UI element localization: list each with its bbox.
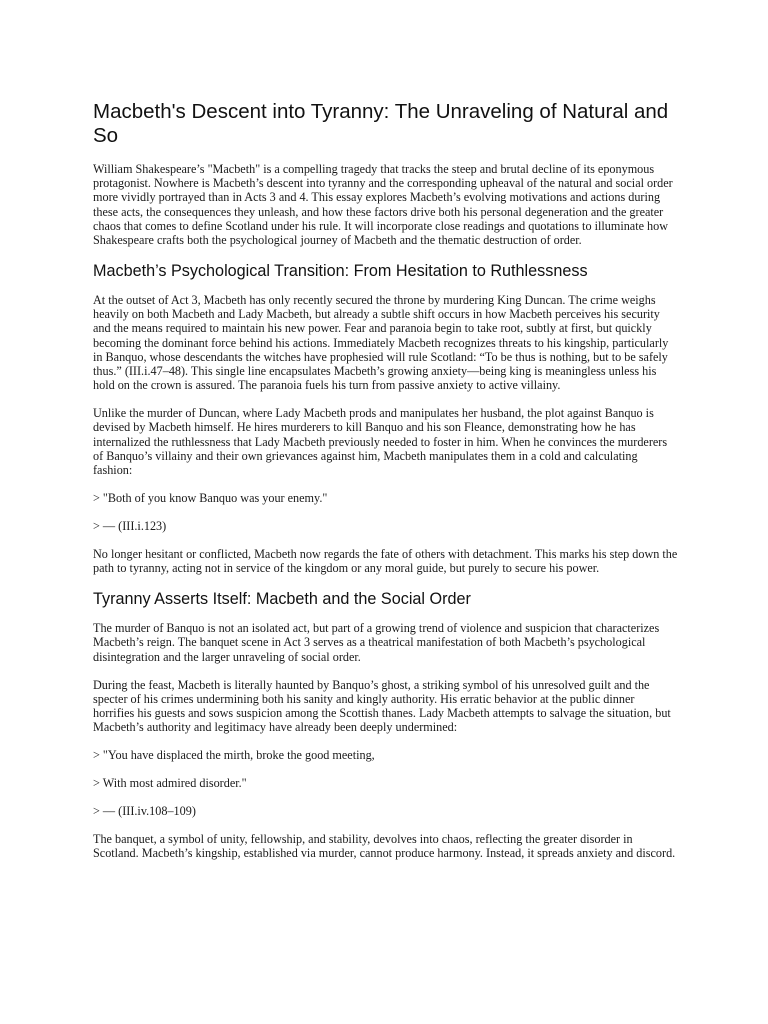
body-paragraph: At the outset of Act 3, Macbeth has only recently secured the throne by murdering King Duncan. The crime weighs heavily on both Macbeth and Lady Macbeth, but already a subtle shift occurs in how Macbeth perceives his security and the means required to maintain his new power. Fear and paranoia begin to take root, subtly at first, but quickly becoming the dominant force behind his actions. Immediately Macbeth recognizes threats to his kingship, particularly in Banquo, whose descendants the witches have prophesied will rule Scotland: “To be thus is nothing, but to be safely thus.” (III.i.47–48). This single line encapsulates Macbeth’s growing anxiety—being king is meaningless unless his hold on the crown is assured. The paranoia fuels his turn from passive anxiety to active villainy. bbox=[93, 293, 669, 393]
document-title: Macbeth's Descent into Tyranny: The Unraveling of Natural and So bbox=[93, 100, 669, 147]
quote-line: > "Both of you know Banquo was your enemy." bbox=[93, 491, 328, 506]
quote-line: > "You have displaced the mirth, broke the good meeting, bbox=[93, 748, 375, 763]
section-tyranny-social-order bbox=[93, 589, 678, 860]
quote-line: > With most admired disorder." bbox=[93, 776, 247, 791]
body-paragraph: Unlike the murder of Duncan, where Lady Macbeth prods and manipulates her husband, the plot against Banquo is devised by Macbeth himself. He hires murderers to kill Banquo and his son Fleance, demonstrating how he has internalized the ruthlessness that Lady Macbeth previously needed to foster in him. When he convinces the murderers of Banquo’s villainy and their own grievances against him, Macbeth manipulates them in a cold and calculating fashion: bbox=[93, 406, 668, 478]
section-psychological-transition bbox=[93, 261, 678, 575]
body-paragraph: The murder of Banquo is not an isolated act, but part of a growing trend of violence and suspicion that characterizes Macbeth’s reign. The banquet scene in Act 3 serves as a theatrical manifestation of both Macbeth’s psychological disintegration and the larger unraveling of social order. bbox=[93, 621, 660, 664]
section-heading: Tyranny Asserts Itself: Macbeth and the Social Order bbox=[93, 590, 471, 609]
section-heading: Macbeth’s Psychological Transition: From Hesitation to Ruthlessness bbox=[93, 262, 588, 281]
document-page bbox=[93, 100, 678, 874]
quote-citation: > — (III.i.123) bbox=[93, 519, 167, 534]
body-paragraph: No longer hesitant or conflicted, Macbeth now regards the fate of others with detachment. This marks his step down the path to tyranny, acting not in service of the kingdom or any moral guide, but purely to secure his power. bbox=[93, 547, 678, 576]
body-paragraph: The banquet, a symbol of unity, fellowship, and stability, devolves into chaos, reflecting the greater disorder in Scotland. Macbeth’s kingship, established via murder, cannot produce harmony. Instead, it spreads anxiety and discord. bbox=[93, 832, 676, 861]
body-paragraph: During the feast, Macbeth is literally haunted by Banquo’s ghost, a striking symbol of his unresolved guilt and the specter of his crimes undermining both his sanity and kingly authority. His erratic behavior at the public dinner horrifies his guests and sows suspicion among the Scottish thanes. Lady Macbeth attempts to salvage the situation, but Macbeth’s authority and legitimacy have already been deeply undermined: bbox=[93, 677, 671, 735]
intro-paragraph: William Shakespeare’s "Macbeth" is a compelling tragedy that tracks the steep and brutal decline of its eponymous protagonist. Nowhere is Macbeth’s descent into tyranny and the corresponding upheaval of the natural and social order more vividly portrayed than in Acts 3 and 4. This essay explores Macbeth’s evolving motivations and actions during these acts, the consequences they unleash, and how these factors drive both his personal degeneration and the greater chaos that comes to define Scotland under his rule. It will incorporate close readings and quotations to illuminate how Shakespeare crafts both the psychological journey of Macbeth and the thematic destruction of order. bbox=[93, 162, 673, 248]
quote-citation: > — (III.iv.108–109) bbox=[93, 804, 196, 819]
